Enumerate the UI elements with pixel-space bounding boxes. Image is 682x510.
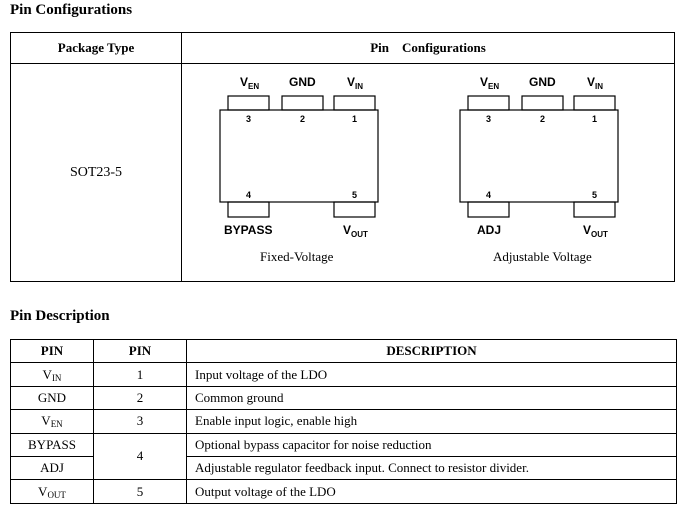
table-row xyxy=(11,363,677,386)
pin-name: $V_{OUT}$ xyxy=(11,480,94,503)
pin-description-title: Pin Description xyxy=(10,308,110,324)
adj-label-gnd: GND xyxy=(529,75,556,89)
fixed-pin-5 xyxy=(334,202,375,217)
fixed-pin-2 xyxy=(282,96,323,110)
adj-pin-4 xyxy=(468,202,509,217)
pin-description-table xyxy=(10,339,677,504)
pin-desc: Enable input logic, enable high xyxy=(187,410,677,433)
fixed-label-vin: $V_{IN}$ xyxy=(347,75,364,91)
fixed-voltage-diagram xyxy=(220,75,378,239)
pin-number: 3 xyxy=(94,410,187,433)
pin-name: GND xyxy=(11,386,94,409)
adj-label-ven: $V_{EN}$ xyxy=(480,75,500,91)
pin-name: ADJ xyxy=(11,456,94,479)
pin-diagrams xyxy=(182,64,677,282)
col-header-description: DESCRIPTION xyxy=(187,340,677,363)
adj-num-5: 5 xyxy=(592,190,598,200)
package-type-header: Package Type xyxy=(11,33,182,64)
pin-desc: Output voltage of the LDO xyxy=(187,480,677,503)
fixed-pin-1 xyxy=(334,96,375,110)
pin-desc: Optional bypass capacitor for noise reduction xyxy=(187,433,677,456)
adj-pin-3 xyxy=(468,96,509,110)
fixed-num-5: 5 xyxy=(352,190,358,200)
diagrams-cell xyxy=(182,64,675,282)
pin-number: 5 xyxy=(94,480,187,503)
adj-num-3: 3 xyxy=(486,114,492,124)
fixed-pin-3 xyxy=(228,96,269,110)
pin-configurations-title: Pin Configurations xyxy=(10,2,133,18)
pin-name: BYPASS xyxy=(11,433,94,456)
pin-number: 1 xyxy=(94,363,187,386)
fixed-num-1: 1 xyxy=(352,114,358,124)
adj-num-2: 2 xyxy=(540,114,546,124)
adj-num-1: 1 xyxy=(592,114,598,124)
fixed-label-vout: $V_{OUT}$ xyxy=(343,223,368,239)
pin-number: 4 xyxy=(94,433,187,480)
adj-num-4: 4 xyxy=(486,190,492,200)
fixed-pin-4 xyxy=(228,202,269,217)
fixed-label-ven: $V_{EN}$ xyxy=(240,75,260,91)
adj-pin-1 xyxy=(574,96,615,110)
adjustable-caption: Adjustable Voltage xyxy=(493,249,592,264)
fixed-num-4: 4 xyxy=(246,190,252,200)
fixed-label-bypass: BYPASS xyxy=(224,223,273,237)
table-header-row xyxy=(11,340,677,363)
adj-pin-2 xyxy=(522,96,563,110)
col-header-pin-num: PIN xyxy=(94,340,187,363)
table-row xyxy=(11,480,677,503)
table-row xyxy=(11,410,677,433)
pin-configurations-header: Pin Configurations xyxy=(182,33,675,64)
adj-label-vout: $V_{OUT}$ xyxy=(583,223,608,239)
fixed-label-gnd: GND xyxy=(289,75,316,89)
adj-pin-5 xyxy=(574,202,615,217)
pin-config-table xyxy=(10,32,675,282)
adj-label-adj: ADJ xyxy=(477,223,502,237)
fixed-num-3: 3 xyxy=(246,114,252,124)
pin-desc: Input voltage of the LDO xyxy=(187,363,677,386)
adj-label-vin: $V_{IN}$ xyxy=(587,75,604,91)
fixed-caption: Fixed-Voltage xyxy=(260,249,334,264)
table-row xyxy=(11,433,677,456)
pin-desc: Common ground xyxy=(187,386,677,409)
col-header-pin-name: PIN xyxy=(11,340,94,363)
adjustable-voltage-diagram xyxy=(460,75,618,239)
table-row xyxy=(11,386,677,409)
package-name: SOT23-5 xyxy=(11,64,182,282)
fixed-num-2: 2 xyxy=(300,114,306,124)
pin-desc: Adjustable regulator feedback input. Connect to resistor divider. xyxy=(187,456,677,479)
pin-number: 2 xyxy=(94,386,187,409)
pin-name: $V_{IN}$ xyxy=(11,363,94,386)
pin-name: $V_{EN}$ xyxy=(11,410,94,433)
